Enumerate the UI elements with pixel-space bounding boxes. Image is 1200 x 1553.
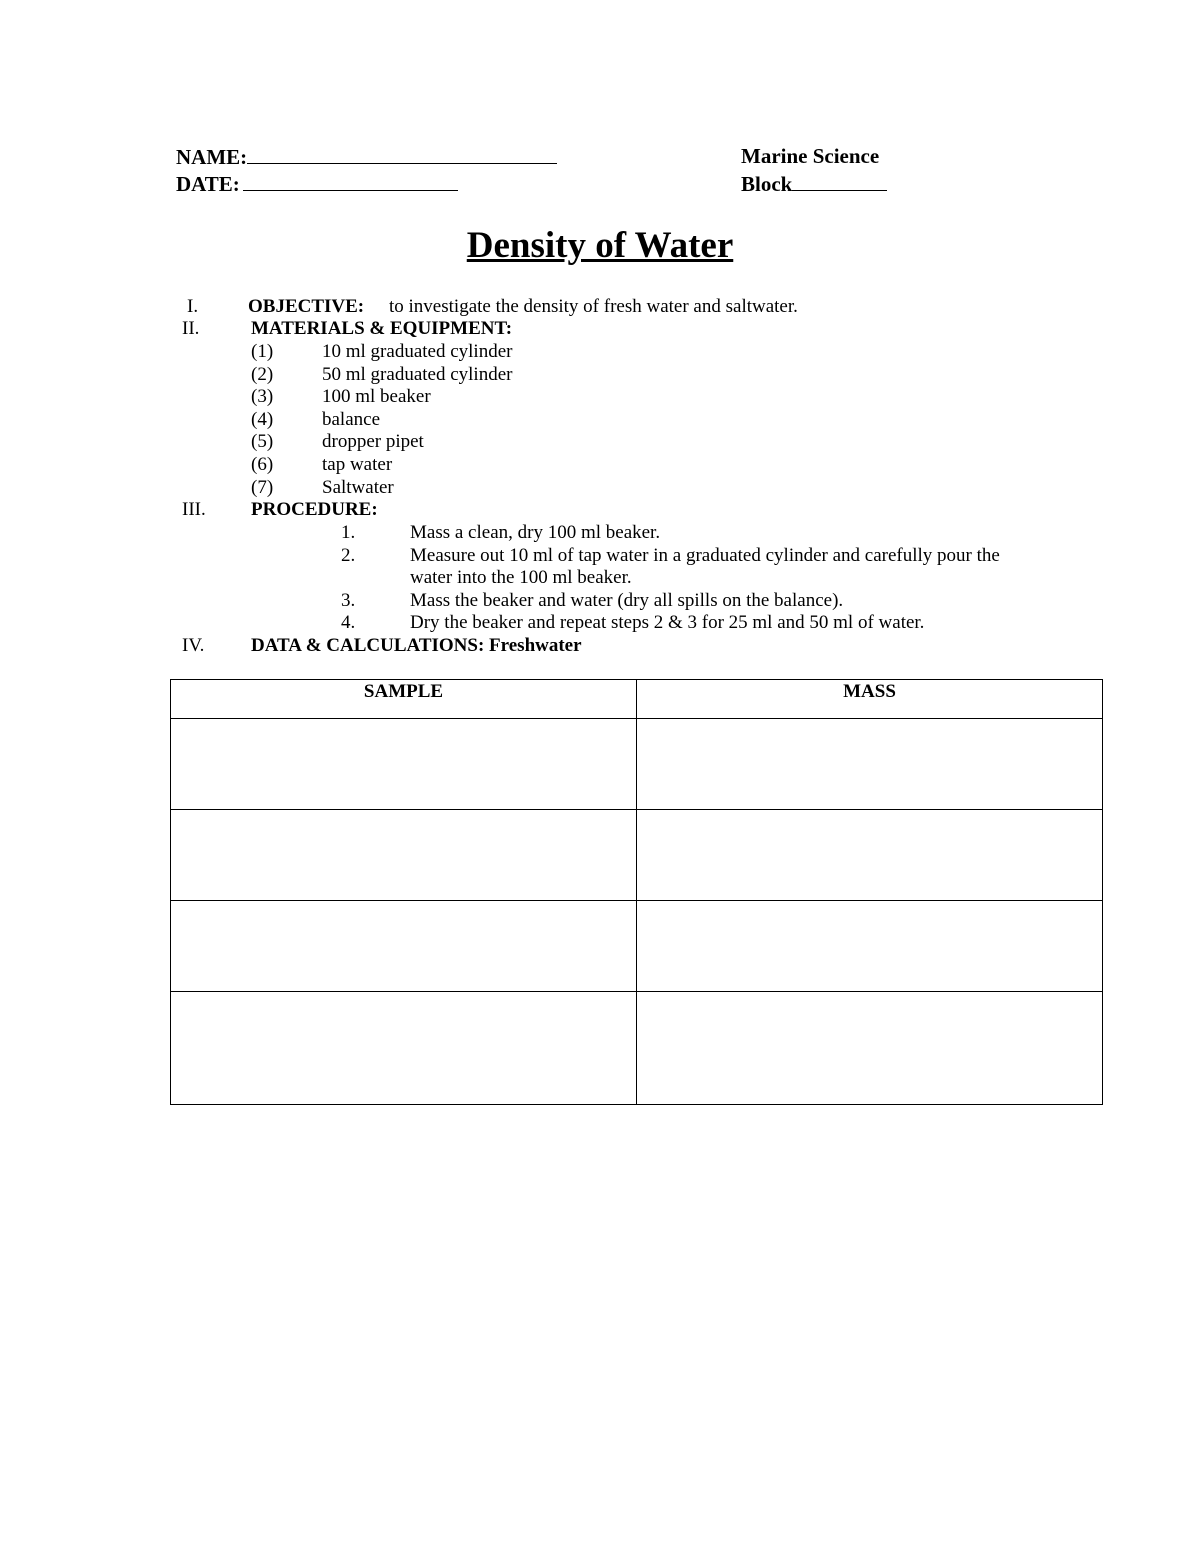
page-title: Density of Water	[466, 225, 734, 266]
table-row	[171, 992, 1103, 1105]
materials-item-num: (3)	[251, 386, 274, 408]
procedure-step-text: Measure out 10 ml of tap water in a graduated cylinder and carefully pour the	[410, 544, 1000, 566]
materials-item-text: 50 ml graduated cylinder	[322, 363, 513, 385]
materials-item-text: tap water	[322, 454, 393, 475]
procedure-step-text: Dry the beaker and repeat steps 2 & 3 for 25 ml and 50 ml of water.	[410, 612, 925, 634]
mass-cell[interactable]	[637, 992, 1103, 1105]
procedure-step-num: 4.	[341, 612, 356, 634]
mass-cell[interactable]	[637, 719, 1103, 810]
name-blank[interactable]	[247, 143, 557, 164]
procedure-step-text: Mass the beaker and water (dry all spills on the balance).	[410, 589, 844, 611]
data-numeral: IV.	[182, 635, 205, 656]
table-row	[171, 810, 1103, 901]
data-heading: DATA & CALCULATIONS: Freshwater	[251, 635, 582, 656]
sample-cell[interactable]	[171, 719, 637, 810]
objective-heading: OBJECTIVE:	[248, 296, 365, 317]
block-blank[interactable]	[792, 170, 887, 191]
materials-item-num: (5)	[251, 431, 274, 453]
procedure-numeral: III.	[182, 499, 206, 520]
mass-cell[interactable]	[637, 901, 1103, 992]
column-header-mass: MASS	[637, 680, 1103, 719]
materials-item-text: 10 ml graduated cylinder	[322, 341, 513, 362]
materials-item-text: dropper pipet	[322, 431, 424, 453]
objective-numeral: I.	[187, 296, 199, 317]
procedure-step-num: 1.	[341, 522, 356, 543]
table-header-row	[171, 680, 1103, 719]
materials-item-text: balance	[322, 408, 381, 430]
procedure-heading: PROCEDURE:	[251, 499, 378, 520]
date-label: DATE:	[176, 172, 240, 196]
name-field[interactable]	[176, 143, 557, 170]
materials-numeral: II.	[182, 318, 200, 339]
materials-item-num: (4)	[251, 408, 274, 430]
block-label: Block	[741, 172, 793, 196]
objective-text: to investigate the density of fresh water and saltwater.	[389, 296, 798, 317]
materials-item-num: (6)	[251, 454, 274, 475]
procedure-step-text: Mass a clean, dry 100 ml beaker.	[410, 522, 661, 543]
materials-item-num: (2)	[251, 363, 274, 385]
procedure-step-text-cont: water into the 100 ml beaker.	[410, 567, 632, 589]
materials-item-text: Saltwater	[322, 476, 394, 498]
sample-cell[interactable]	[171, 992, 637, 1105]
data-table	[170, 679, 1103, 1105]
materials-item-text: 100 ml beaker	[322, 386, 431, 408]
materials-heading: MATERIALS & EQUIPMENT:	[251, 318, 513, 339]
table-row	[171, 901, 1103, 992]
table-row	[171, 719, 1103, 810]
name-label: NAME:	[176, 145, 248, 169]
sample-cell[interactable]	[171, 901, 637, 992]
materials-item-num: (7)	[251, 476, 274, 498]
procedure-step-num: 2.	[341, 544, 356, 566]
column-header-sample: SAMPLE	[171, 680, 637, 719]
block-field[interactable]	[741, 170, 887, 197]
procedure-step-num: 3.	[341, 589, 356, 611]
sample-cell[interactable]	[171, 810, 637, 901]
date-field[interactable]	[176, 170, 458, 197]
materials-item-num: (1)	[251, 341, 274, 362]
course-name: Marine Science	[741, 144, 880, 168]
date-blank[interactable]	[243, 170, 458, 191]
mass-cell[interactable]	[637, 810, 1103, 901]
